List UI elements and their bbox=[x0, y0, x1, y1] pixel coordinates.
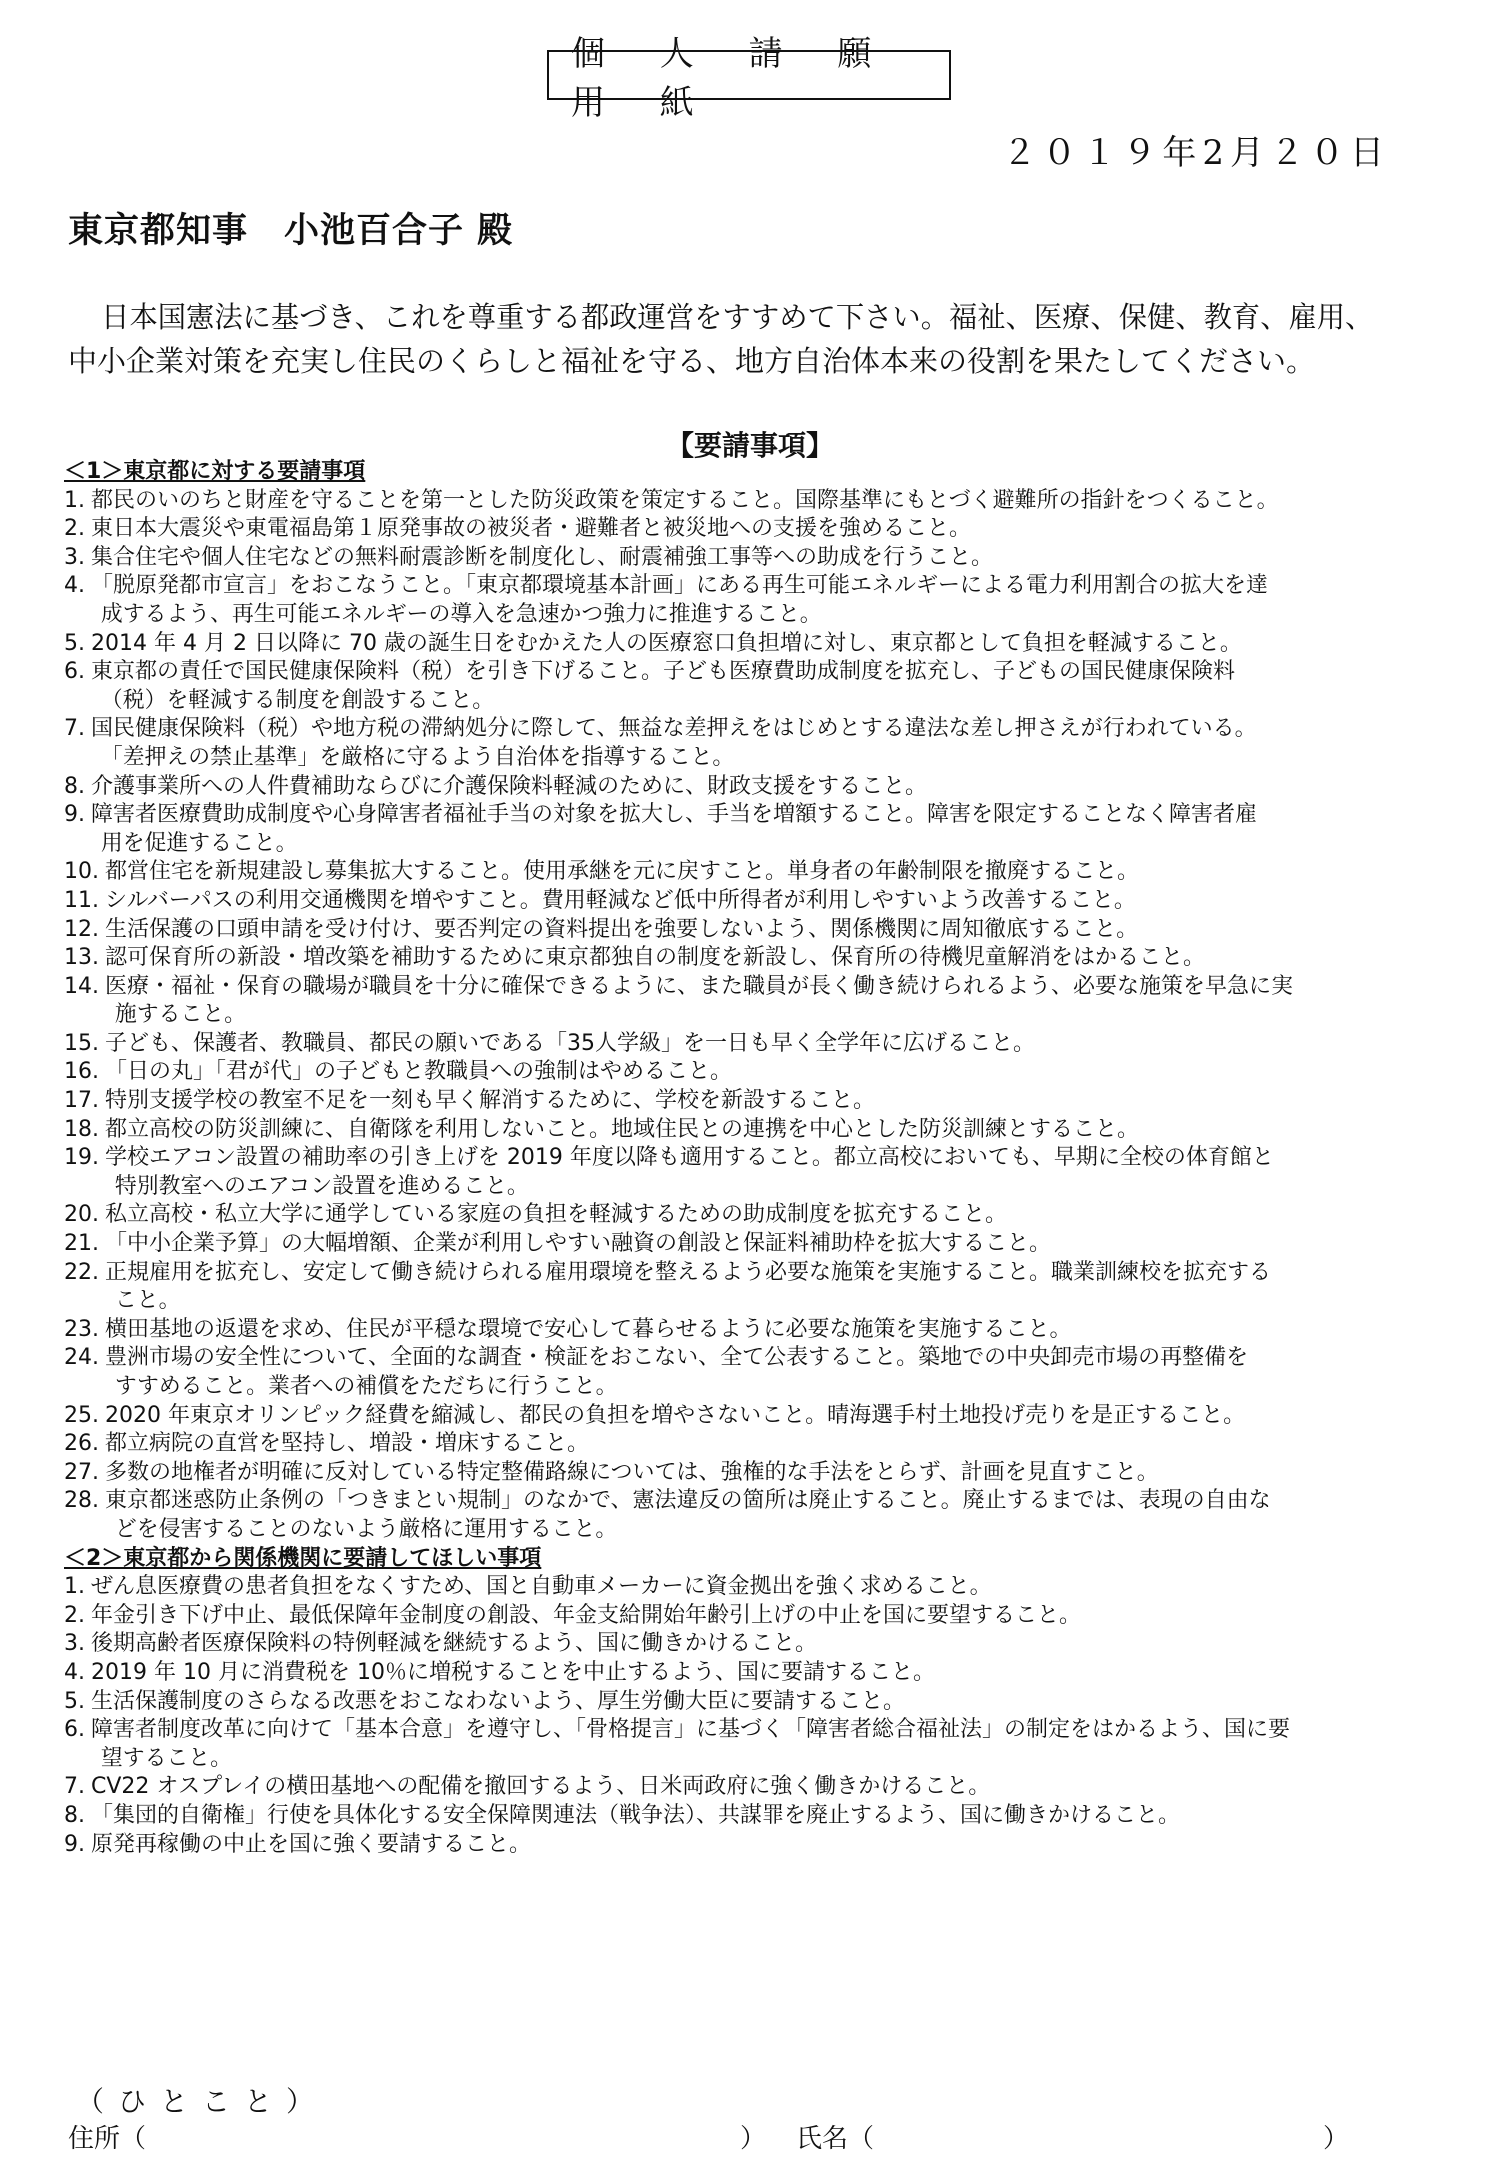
item-number: 5. bbox=[64, 630, 85, 656]
item-text: 原発再稼働の中止を国に強く要請すること。 bbox=[91, 1831, 532, 1857]
item-number: 12. bbox=[64, 916, 99, 942]
intro-line: 中小企業対策を充実し住民のくらしと福祉を守る、地方自治体本来の役割を果たしてください。 bbox=[68, 344, 1316, 378]
item-text: 多数の地権者が明確に反対している特定整備路線については、強権的な手法をとらず、計画を見直すこと。 bbox=[105, 1459, 1159, 1485]
item-number: 11. bbox=[64, 887, 99, 913]
item-text: 東京都の責任で国民健康保険料（税）を引き下げること。子ども医療費助成制度を拡充し、子どもの国民健康保険料 bbox=[91, 659, 1236, 685]
item-text: 生活保護の口頭申請を受け付け、要否判定の資料提出を強要しないよう、関係機関に周知徹底すること。 bbox=[105, 916, 1139, 942]
item-text: こと。 bbox=[114, 1288, 181, 1314]
item-text: 「集団的自衛権」行使を具体化する安全保障関連法（戦争法）、共謀罪を廃止するよう、国に働きかけること。 bbox=[91, 1802, 1181, 1828]
request-item bbox=[64, 1144, 1464, 1201]
addressee: 東京都知事 小池百合子 殿 bbox=[68, 211, 514, 251]
item-number: 7. bbox=[64, 1774, 85, 1800]
request-item bbox=[64, 1116, 1464, 1145]
item-number: 21. bbox=[64, 1231, 99, 1257]
item-text: 私立高校・私立大学に通学している家庭の負担を軽減するための助成制度を拡充すること。 bbox=[105, 1202, 1008, 1228]
request-list bbox=[64, 458, 1464, 1859]
item-text: 都立病院の直営を堅持し、増設・増床すること。 bbox=[105, 1431, 590, 1457]
item-text: 正規雇用を拡充し、安定して働き続けられる雇用環境を整えるよう必要な施策を実施すること。職業訓練校を拡充する bbox=[105, 1259, 1272, 1285]
comment-label: （ひとこと） bbox=[76, 2085, 329, 2118]
item-number: 22. bbox=[64, 1259, 99, 1285]
intro-paragraph bbox=[68, 295, 1458, 383]
request-item bbox=[64, 1087, 1464, 1116]
request-item bbox=[64, 858, 1464, 887]
request-item bbox=[64, 487, 1464, 516]
request-item bbox=[64, 1630, 1464, 1659]
item-text: 「差押えの禁止基準」を厳格に守るよう自治体を指導すること。 bbox=[100, 744, 735, 770]
item-number: 16. bbox=[64, 1059, 99, 1085]
item-number: 1. bbox=[64, 1574, 85, 1600]
item-text: （税）を軽減する制度を創設すること。 bbox=[100, 687, 495, 713]
request-item bbox=[64, 1659, 1464, 1688]
item-number: 3. bbox=[64, 1631, 85, 1657]
item-number: 2. bbox=[64, 1602, 85, 1628]
item-text: CV22 オスプレイの横田基地への配備を撤回するよう、日米両政府に強く働きかけること。 bbox=[91, 1774, 991, 1800]
item-number: 26. bbox=[64, 1431, 99, 1457]
request-item bbox=[64, 887, 1464, 916]
document-date: ２０１９年2月２０日 bbox=[1002, 133, 1390, 173]
item-text: 2020 年東京オリンピック経費を縮減し、都民の負担を増やさないこと。晴海選手村土地投げ売りを是正すること。 bbox=[105, 1402, 1246, 1428]
request-item bbox=[64, 1802, 1464, 1831]
item-number: 17. bbox=[64, 1088, 99, 1114]
item-text: 2014 年 4 月 2 日以降に 70 歳の誕生日をむかえた人の医療窓口負担増に対し、東京都として負担を軽減すること。 bbox=[91, 630, 1242, 656]
request-item bbox=[64, 1831, 1464, 1860]
item-number: 9. bbox=[64, 802, 85, 828]
request-item bbox=[64, 1459, 1464, 1488]
address-label: 住所（ bbox=[68, 2124, 147, 2154]
item-text: 学校エアコン設置の補助率の引き上げを 2019 年度以降も適用すること。都立高校においても、早期に全校の体育館と bbox=[105, 1145, 1274, 1171]
request-item bbox=[64, 515, 1464, 544]
request-item bbox=[64, 1688, 1464, 1717]
item-text: 都営住宅を新規建設し募集拡大すること。使用承継を元に戻すこと。単身者の年齢制限を撤廃すること。 bbox=[105, 859, 1140, 885]
item-text: 介護事業所への人件費補助ならびに介護保険料軽減のために、財政支援をすること。 bbox=[91, 773, 928, 799]
item-text: 成するよう、再生可能エネルギーの導入を急速かつ強力に推進すること。 bbox=[100, 601, 822, 627]
item-text: 望すること。 bbox=[100, 1745, 232, 1771]
item-number: 20. bbox=[64, 1202, 99, 1228]
request-item bbox=[64, 773, 1464, 802]
request-item bbox=[64, 1487, 1464, 1544]
item-number: 14. bbox=[64, 973, 99, 999]
item-text: 東京都迷惑防止条例の「つきまとい規制」のなかで、憲法違反の箇所は廃止すること。廃止するまでは、表現の自由な bbox=[105, 1488, 1271, 1514]
item-number: 27. bbox=[64, 1459, 99, 1485]
item-number: 15. bbox=[64, 1030, 99, 1056]
item-number: 5. bbox=[64, 1688, 85, 1714]
request-item bbox=[64, 630, 1464, 659]
item-number: 23. bbox=[64, 1316, 99, 1342]
item-text: 障害者医療費助成制度や心身障害者福祉手当の対象を拡大し、手当を増額すること。障害を限定することなく障害者雇 bbox=[91, 802, 1258, 828]
request-item bbox=[64, 1773, 1464, 1802]
item-text: すすめること。業者への補償をただちに行うこと。 bbox=[114, 1374, 618, 1399]
item-number: 13. bbox=[64, 945, 99, 971]
request-item bbox=[64, 1201, 1464, 1230]
item-text: どを侵害することのないよう厳格に運用すること。 bbox=[114, 1516, 618, 1542]
item-number: 1. bbox=[64, 487, 85, 513]
item-text: 都立高校の防災訓練に、自衛隊を利用しないこと。地域住民との連携を中心とした防災訓練とすること。 bbox=[105, 1116, 1140, 1142]
item-number: 28. bbox=[64, 1488, 99, 1514]
request-item bbox=[64, 1573, 1464, 1602]
item-text: 豊洲市場の安全性について、全面的な調査・検証をおこない、全て公表すること。築地での中央卸売市場の再整備を bbox=[105, 1345, 1249, 1371]
request-item bbox=[64, 1716, 1464, 1773]
requests-heading: 【要請事項】 bbox=[665, 429, 834, 462]
item-text: 「中小企業予算」の大幅増額、企業が利用しやすい融資の創設と保証料補助枠を拡大すること。 bbox=[105, 1231, 1052, 1257]
item-text: 後期高齢者医療保険料の特例軽減を継続するよう、国に働きかけること。 bbox=[91, 1631, 818, 1657]
item-number: 25. bbox=[64, 1402, 99, 1428]
item-text: ぜん息医療費の患者負担をなくすため、国と自動車メーカーに資金拠出を強く求めること。 bbox=[91, 1574, 992, 1600]
request-item bbox=[64, 973, 1464, 1030]
name-label: 氏名（ bbox=[796, 2124, 875, 2154]
item-text: 東日本大震災や東電福島第１原発事故の被災者・避難者と被災地への支援を強めること。 bbox=[91, 516, 972, 542]
request-item bbox=[64, 1259, 1464, 1316]
request-item bbox=[64, 801, 1464, 858]
item-number: 24. bbox=[64, 1345, 99, 1371]
item-text: 年金引き下げ中止、最低保障年金制度の創設、年金支給開始年齢引上げの中止を国に要望すること。 bbox=[91, 1602, 1082, 1628]
request-item bbox=[64, 944, 1464, 973]
item-text: 特別支援学校の教室不足を一刻も早く解消するために、学校を新設すること。 bbox=[105, 1088, 876, 1114]
item-number: 9. bbox=[64, 1831, 85, 1857]
item-text: 横田基地の返還を求め、住民が平穏な環境で安心して暮らせるように必要な施策を実施すること。 bbox=[105, 1316, 1072, 1342]
request-item bbox=[64, 1430, 1464, 1459]
item-number: 3. bbox=[64, 544, 85, 570]
request-item bbox=[64, 1316, 1464, 1345]
item-number: 8. bbox=[64, 1802, 85, 1828]
item-text: 子ども、保護者、教職員、都民の願いである「35人学級」を一日も早く全学年に広げること。 bbox=[105, 1030, 1035, 1056]
intro-line: 日本国憲法に基づき、これを尊重する都政運営をすすめて下さい。福祉、医療、保健、教育、雇用、 bbox=[101, 300, 1374, 334]
item-number: 19. bbox=[64, 1145, 99, 1171]
request-item bbox=[64, 544, 1464, 573]
name-close: ） bbox=[1323, 2124, 1350, 2154]
item-text: 用を促進すること。 bbox=[100, 830, 298, 856]
item-number: 18. bbox=[64, 1116, 99, 1142]
item-text: 2019 年 10 月に消費税を 10％に増税することを中止するよう、国に要請すること。 bbox=[91, 1659, 935, 1685]
form-title: 個 人 請 願 用 紙 bbox=[547, 50, 951, 100]
section-heading: ＜1＞東京都に対する要請事項 bbox=[64, 459, 366, 484]
request-item bbox=[64, 572, 1464, 629]
item-text: 障害者制度改革に向けて「基本合意」を遵守し、「骨格提言」に基づく「障害者総合福祉法」の制定をはかるよう、国に要 bbox=[91, 1717, 1291, 1743]
item-number: 8. bbox=[64, 773, 85, 799]
item-text: 施すること。 bbox=[114, 1002, 246, 1028]
item-text: 認可保育所の新設・増改築を補助するために東京都独自の制度を新設し、保育所の待機児童解消をはかること。 bbox=[105, 945, 1206, 971]
request-item bbox=[64, 658, 1464, 715]
request-item bbox=[64, 1058, 1464, 1087]
section-heading: ＜2＞東京都から関係機関に要請してほしい事項 bbox=[64, 1545, 542, 1571]
item-text: 「日の丸」「君が代」の子どもと教職員への強制はやめること。 bbox=[105, 1059, 733, 1085]
request-item bbox=[64, 1344, 1464, 1401]
item-number: 4. bbox=[64, 1659, 85, 1685]
item-text: 国民健康保険料（税）や地方税の滞納処分に際して、無益な差押えをはじめとする違法な差し押さえが行われている。 bbox=[91, 716, 1257, 742]
item-number: 7. bbox=[64, 716, 85, 742]
request-item bbox=[64, 1230, 1464, 1259]
item-text: 「脱原発都市宣言」をおこなうこと。「東京都環境基本計画」にある再生可能エネルギーによる電力利用割合の拡大を達 bbox=[91, 573, 1269, 599]
item-number: 6. bbox=[64, 1717, 85, 1743]
item-text: 集合住宅や個人住宅などの無料耐震診断を制度化し、耐震補強工事等への助成を行うこと。 bbox=[91, 544, 994, 570]
item-number: 10. bbox=[64, 859, 99, 885]
item-text: 生活保護制度のさらなる改悪をおこなわないよう、厚生労働大臣に要請すること。 bbox=[91, 1688, 906, 1714]
item-number: 4. bbox=[64, 573, 85, 599]
request-item bbox=[64, 1602, 1464, 1631]
item-text: 医療・福祉・保育の職場が職員を十分に確保できるように、また職員が長く働き続けられるよう、必要な施策を早急に実 bbox=[105, 973, 1294, 999]
request-item bbox=[64, 916, 1464, 945]
address-close: ） bbox=[740, 2124, 767, 2154]
item-text: 都民のいのちと財産を守ることを第一とした防災政策を策定すること。国際基準にもとづく避難所の指針をつくること。 bbox=[91, 487, 1279, 513]
item-number: 2. bbox=[64, 516, 85, 542]
signature-row bbox=[68, 2118, 1448, 2154]
item-text: 特別教室へのエアコン設置を進めること。 bbox=[114, 1173, 529, 1199]
item-text: シルバーパスの利用交通機関を増やすこと。費用軽減など低中所得者が利用しやすいよう改善すること。 bbox=[105, 887, 1136, 913]
request-item bbox=[64, 715, 1464, 772]
request-item bbox=[64, 1030, 1464, 1059]
request-item bbox=[64, 1402, 1464, 1431]
item-number: 6. bbox=[64, 659, 85, 685]
